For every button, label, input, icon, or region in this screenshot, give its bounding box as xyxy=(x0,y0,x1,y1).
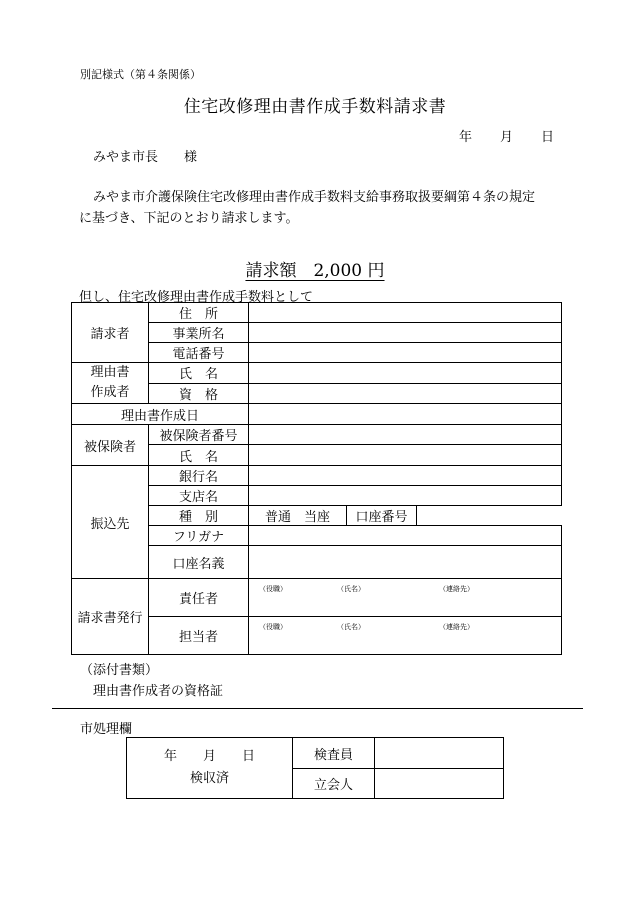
in-charge-position-label: （役職） xyxy=(259,623,287,631)
created-date-field[interactable] xyxy=(249,404,562,425)
bank-label: 銀行名 xyxy=(149,466,249,486)
date-day: 日 xyxy=(541,130,555,145)
responsible-position-label: （役職） xyxy=(259,585,287,593)
writer-label-line-1: 理由書 xyxy=(90,365,130,380)
inspector-field[interactable] xyxy=(375,738,504,769)
issuer-label: 請求書発行 xyxy=(72,579,149,655)
form-label: 別記様式（第４条関係） xyxy=(80,68,201,81)
date-year: 年 xyxy=(459,130,473,145)
writer-name-field[interactable] xyxy=(249,363,562,384)
created-date-label: 理由書作成日 xyxy=(72,404,249,425)
witness-field[interactable] xyxy=(375,769,504,799)
qualification-label: 資 格 xyxy=(149,383,249,404)
attachment-item: 理由書作成者の資格証 xyxy=(93,684,224,699)
office-table xyxy=(126,737,504,799)
inspection-cell xyxy=(127,738,293,799)
type-options[interactable]: 普通 当座 xyxy=(249,506,347,526)
responsible-label: 責任者 xyxy=(149,579,249,617)
claim-table xyxy=(71,302,562,655)
address-label: 住 所 xyxy=(149,303,249,323)
writer-label xyxy=(72,363,149,404)
insured-number-field[interactable] xyxy=(249,425,562,445)
attachments-label: （添付書類） xyxy=(80,663,159,678)
claim-amount: 請求額 2,000 円 xyxy=(245,261,385,281)
body-line-2: に基づき、下記のとおり請求します。 xyxy=(79,211,299,226)
office-name-field[interactable] xyxy=(249,323,562,343)
branch-label: 支店名 xyxy=(149,486,249,506)
phone-label: 電話番号 xyxy=(149,343,249,363)
bank-field[interactable] xyxy=(249,466,562,486)
transfer-label: 振込先 xyxy=(72,466,149,579)
inspector-label: 検査員 xyxy=(293,738,375,769)
type-label: 種 別 xyxy=(149,506,249,526)
witness-label: 立会人 xyxy=(293,769,375,799)
account-holder-field[interactable] xyxy=(249,546,562,579)
page-title: 住宅改修理由書作成手数料請求書 xyxy=(183,97,447,117)
address-field[interactable] xyxy=(249,303,562,323)
office-name-label: 事業所名 xyxy=(149,323,249,343)
qualification-field[interactable] xyxy=(249,383,562,404)
insured-name-field[interactable] xyxy=(249,445,562,466)
account-number-field[interactable] xyxy=(417,506,562,526)
addressee: みやま市長 様 xyxy=(93,150,198,165)
insured-number-label: 被保険者番号 xyxy=(149,425,249,445)
in-charge-label: 担当者 xyxy=(149,617,249,655)
account-holder-label: 口座名義 xyxy=(149,546,249,579)
insured-name-label: 氏 名 xyxy=(149,445,249,466)
responsible-field[interactable] xyxy=(249,579,562,617)
amount-note: 但し、住宅改修理由書作成手数料として xyxy=(79,290,314,305)
section-divider xyxy=(52,708,583,709)
furigana-label: フリガナ xyxy=(149,526,249,546)
responsible-name-label: （氏名） xyxy=(337,585,365,593)
claimant-label: 請求者 xyxy=(72,303,149,363)
phone-field[interactable] xyxy=(249,343,562,363)
in-charge-contact-label: （連絡先） xyxy=(439,623,474,631)
in-charge-field[interactable] xyxy=(249,617,562,655)
writer-label-line-2: 作成者 xyxy=(90,385,130,400)
inspected-label: 検収済 xyxy=(189,771,229,786)
office-section-label: 市処理欄 xyxy=(80,722,133,737)
branch-field[interactable] xyxy=(249,486,562,506)
writer-name-label: 氏 名 xyxy=(149,363,249,384)
in-charge-name-label: （氏名） xyxy=(337,623,365,631)
date-month: 月 xyxy=(500,130,514,145)
inspection-date: 年 月 日 xyxy=(163,749,255,764)
account-number-label: 口座番号 xyxy=(347,506,417,526)
body-line-1: みやま市介護保険住宅改修理由書作成手数料支給事務取扱要綱第４条の規定 xyxy=(93,190,536,205)
furigana-field[interactable] xyxy=(249,526,562,546)
insured-label: 被保険者 xyxy=(72,425,149,466)
responsible-contact-label: （連絡先） xyxy=(439,585,474,593)
